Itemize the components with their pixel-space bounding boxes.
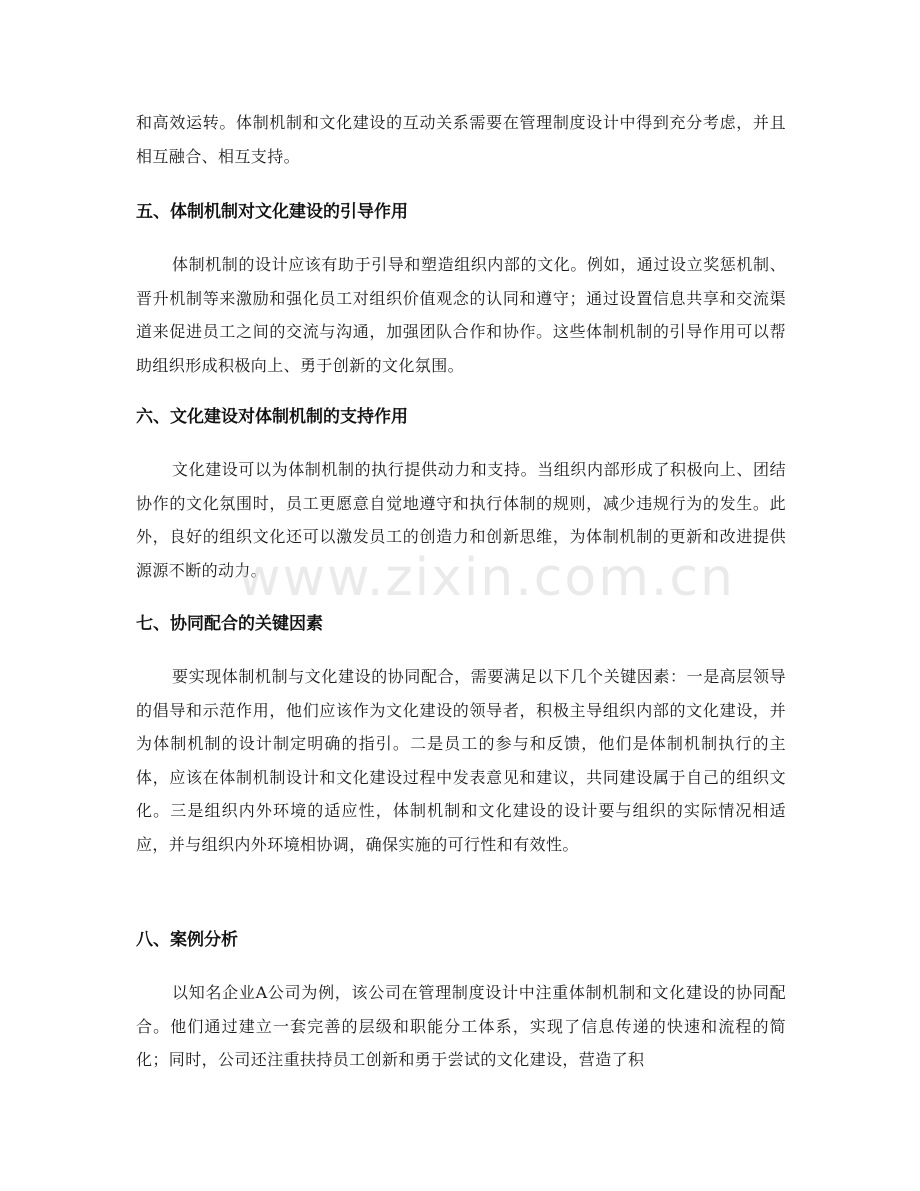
section-heading: 六、文化建设对体制机制的支持作用: [136, 407, 408, 427]
section-heading: 五、体制机制对文化建设的引导作用: [136, 202, 408, 222]
section-body: 体制机制的设计应该有助于引导和塑造组织内部的文化。例如，通过设立奖惩机制、晋升机制等来激励和强化员工对组织价值观念的认同和遵守；通过设置信息共享和交流渠道来促进员工之间的交流与沟通，加强团队合作和协作。这些体制机制的引导作用可以帮助组织形成积极向上、勇于创新的文化氛围。: [136, 255, 786, 375]
section-5-heading-block: [136, 200, 786, 224]
section-8-body-block: [136, 976, 786, 1077]
section-body: 要实现体制机制与文化建设的协同配合，需要满足以下几个关键因素：一是高层领导的倡导和示范作用，他们应该作为文化建设的领导者，积极主导组织内部的文化建设，并为体制机制的设计制定明确的指引。二是员工的参与和反馈，他们是体制机制执行的主体，应该在体制机制设计和文化建设过程中发表意见和建议，共同建设属于自己的组织文化。三是组织内外环境的适应性，体制机制和文化建设的设计要与组织的实际情况相适应，并与组织内外环境相协调，确保实施的可行性和有效性。: [136, 667, 786, 854]
intro-block: [136, 106, 786, 173]
section-7-body-block: [136, 660, 786, 861]
section-6-body-block: [136, 453, 786, 587]
section-8-heading-block: [136, 928, 786, 952]
intro-paragraph: 和高效运转。体制机制和文化建设的互动关系需要在管理制度设计中得到充分考虑，并且相互融合、相互支持。: [136, 113, 786, 166]
section-heading: 七、协同配合的关键因素: [136, 614, 323, 634]
section-5-body-block: [136, 248, 786, 382]
section-body: 文化建设可以为体制机制的执行提供动力和支持。当组织内部形成了积极向上、团结协作的文化氛围时，员工更愿意自觉地遵守和执行体制的规则，减少违规行为的发生。此外，良好的组织文化还可以激发员工的创造力和创新思维，为体制机制的更新和改进提供源源不断的动力。: [136, 460, 786, 580]
section-6-heading-block: [136, 405, 786, 429]
watermark: www.zixin.com.cn: [238, 548, 735, 608]
section-body: 以知名企业A公司为例，该公司在管理制度设计中注重体制机制和文化建设的协同配合。他们通过建立一套完善的层级和职能分工体系，实现了信息传递的快速和流程的简化；同时，公司还注重扶持员工创新和勇于尝试的文化建设，营造了积: [136, 983, 786, 1069]
section-7-heading-block: [136, 612, 786, 636]
section-heading: 八、案例分析: [136, 930, 238, 950]
